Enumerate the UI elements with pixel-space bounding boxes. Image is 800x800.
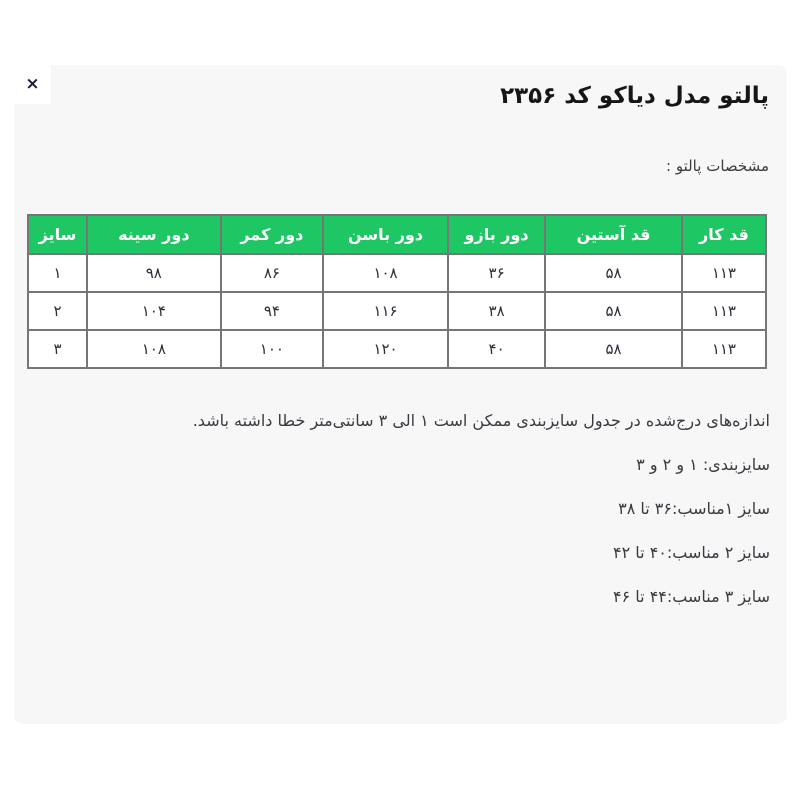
- size-table: [27, 214, 767, 369]
- table-cell: ۱۰۴: [87, 292, 221, 330]
- table-cell: ۱۱۶: [323, 292, 448, 330]
- table-cell: ۳۸: [448, 292, 545, 330]
- table-cell: ۱۱۳: [682, 254, 766, 292]
- note-size-1: سایز ۱مناسب:۳۶ تا ۳۸: [618, 499, 770, 519]
- table-cell: ۹۸: [87, 254, 221, 292]
- table-cell: ۳: [28, 330, 87, 368]
- header-cell: قد آستین: [545, 215, 682, 254]
- table-cell: ۴۰: [448, 330, 545, 368]
- table-cell: ۹۴: [221, 292, 324, 330]
- table-cell: ۲: [28, 292, 87, 330]
- table-cell: ۵۸: [545, 330, 682, 368]
- header-cell: قد کار: [682, 215, 766, 254]
- table-cell: ۱: [28, 254, 87, 292]
- size-table-header-row: [28, 215, 766, 254]
- note-size-2: سایز ۲ مناسب:۴۰ تا ۴۲: [613, 543, 770, 563]
- header-cell: سایز: [28, 215, 87, 254]
- table-cell: ۱۰۰: [221, 330, 324, 368]
- header-cell: دور بازو: [448, 215, 545, 254]
- size-guide-panel: [14, 65, 787, 724]
- header-cell: دور باسن: [323, 215, 448, 254]
- note-size-3: سایز ۳ مناسب:۴۴ تا ۴۶: [613, 587, 770, 607]
- notes-section: [14, 410, 787, 608]
- note-tolerance: اندازه‌های درج‌شده در جدول سایزبندی ممکن است ۱ الی ۳ سانتی‌متر خطا داشته باشد.: [192, 411, 770, 431]
- size-table-body: [28, 254, 766, 368]
- header-cell: دور کمر: [221, 215, 324, 254]
- table-cell: ۱۱۳: [682, 330, 766, 368]
- table-cell: ۱۱۳: [682, 292, 766, 330]
- table-cell: ۵۸: [545, 292, 682, 330]
- table-cell: ۵۸: [545, 254, 682, 292]
- table-row: [28, 330, 766, 368]
- table-row: [28, 254, 766, 292]
- note-sizing: سایزبندی: ۱ و ۲ و ۳: [636, 455, 770, 475]
- table-cell: ۱۲۰: [323, 330, 448, 368]
- specs-subtitle: مشخصات پالتو :: [666, 157, 769, 176]
- table-cell: ۳۶: [448, 254, 545, 292]
- header-cell: دور سینه: [87, 215, 221, 254]
- close-button[interactable]: ×: [14, 65, 51, 104]
- table-cell: ۸۶: [221, 254, 324, 292]
- table-cell: ۱۰۸: [87, 330, 221, 368]
- page-title: پالتو مدل دیاکو کد ۲۳۵۶: [500, 83, 769, 109]
- table-cell: ۱۰۸: [323, 254, 448, 292]
- table-row: [28, 292, 766, 330]
